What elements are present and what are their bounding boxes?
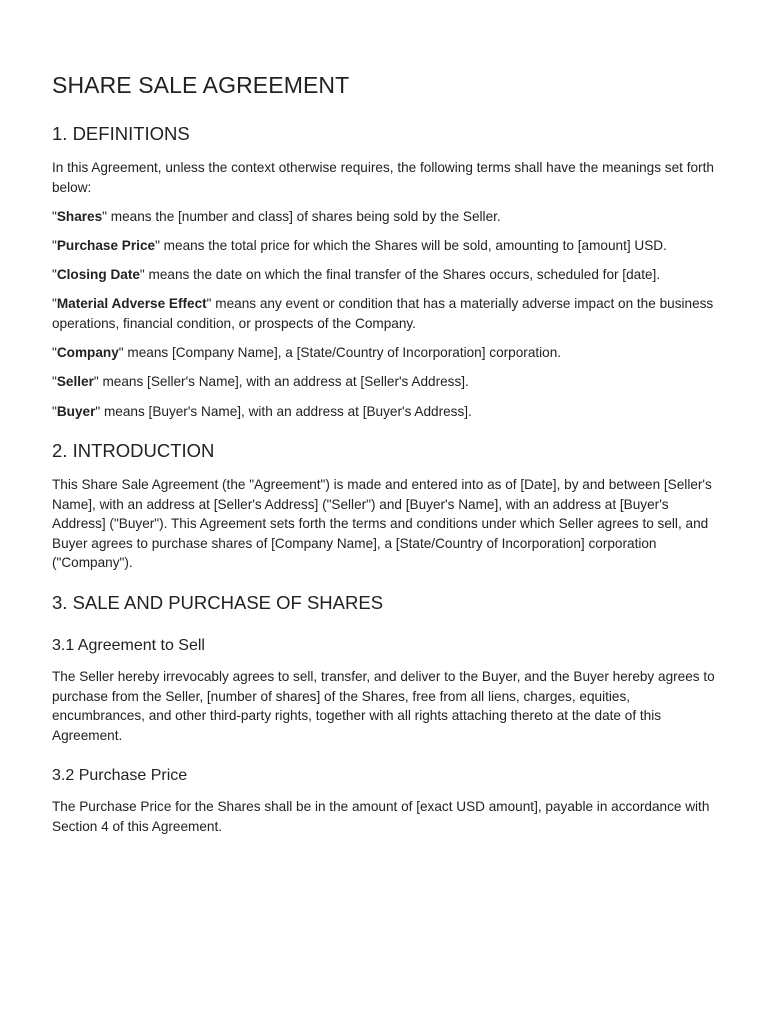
definition-term: Material Adverse Effect [56,296,207,312]
definition-text: means the [number and class] of shares being sold by the Seller. [107,208,501,224]
subsection-heading: 3.1 Agreement to Sell [52,637,205,655]
definition-item: "Material Adverse Effect" means any event or condition that has a materially adverse impact on the business operations, financial condition, or prospects of the Company. [52,296,714,331]
subsection-body: The Purchase Price for the Shares shall be in the amount of [exact USD amount], payable in accordance with Section 4 of this Agreement. [52,799,710,835]
section-heading: 2. INTRODUCTION [52,440,215,462]
section-introduction [52,439,718,573]
definition-text: means the total price for which the Shares will be sold, amounting to [amount] USD. [159,237,667,253]
introduction-body: This Share Sale Agreement (the "Agreement") is made and entered into as of [Date], by and between [Seller's Name], with an address at [Seller's Address] ("Seller") and [Buyer's Name], with an address at [Buyer's Address] ("Buyer"). This Agreement sets forth the terms and conditions under which Seller agrees to sell, and Buyer agrees to purchase shares of [Company Name], a [State/Country of Incorporation] corporation ("Company"). [52,477,712,571]
definitions-intro: In this Agreement, unless the context otherwise requires, the following terms shall have the meanings set forth below: [52,160,714,195]
definition-item: "Purchase Price" means the total price for which the Shares will be sold, amounting to [amount] USD. [52,237,667,253]
subsection-body: The Seller hereby irrevocably agrees to sell, transfer, and deliver to the Buyer, and the Buyer hereby agrees to purchase from the Seller, [number of shares] of the Shares, free from all liens, charges, equities, encumbrances, and other third-party rights, together with all rights attaching thereto at the date of this Agreement. [52,669,715,743]
section-definitions [52,122,718,421]
document-title: SHARE SALE AGREEMENT [52,72,350,98]
definition-item: "Company" means [Company Name], a [State/Country of Incorporation] corporation. [52,345,562,361]
definition-term: Shares [56,208,103,224]
definition-text: means [Buyer's Name], with an address at [Buyer's Address]. [100,403,472,419]
definition-term: Seller [56,374,94,390]
definition-item: "Buyer" means [Buyer's Name], with an address at [Buyer's Address]. [52,403,472,419]
definition-term: Purchase Price [56,237,156,253]
section-sale-and-purchase [52,591,718,837]
subsection-heading: 3.2 Purchase Price [52,767,188,785]
definition-item: "Closing Date" means the date on which the final transfer of the Shares occurs, scheduled for [date]. [52,267,661,283]
definition-term: Closing Date [56,267,140,283]
section-heading: 1. DEFINITIONS [52,123,190,144]
definition-term: Company [56,345,119,361]
definition-text: means [Seller's Name], with an address at [Seller's Address]. [98,374,469,390]
definition-text: means [Company Name], a [State/Country of Incorporation] corporation. [123,345,562,361]
definition-item: "Shares" means the [number and class] of shares being sold by the Seller. [52,208,501,224]
definition-text: means any event or condition that has a materially adverse impact on the business operations, financial condition, or prospects of the Company. [52,296,714,331]
definition-text: means the date on which the final transfer of the Shares occurs, scheduled for [date]. [144,267,661,283]
definition-item: "Seller" means [Seller's Name], with an address at [Seller's Address]. [52,374,469,390]
section-heading: 3. SALE AND PURCHASE OF SHARES [52,592,384,614]
definition-term: Buyer [56,403,96,419]
